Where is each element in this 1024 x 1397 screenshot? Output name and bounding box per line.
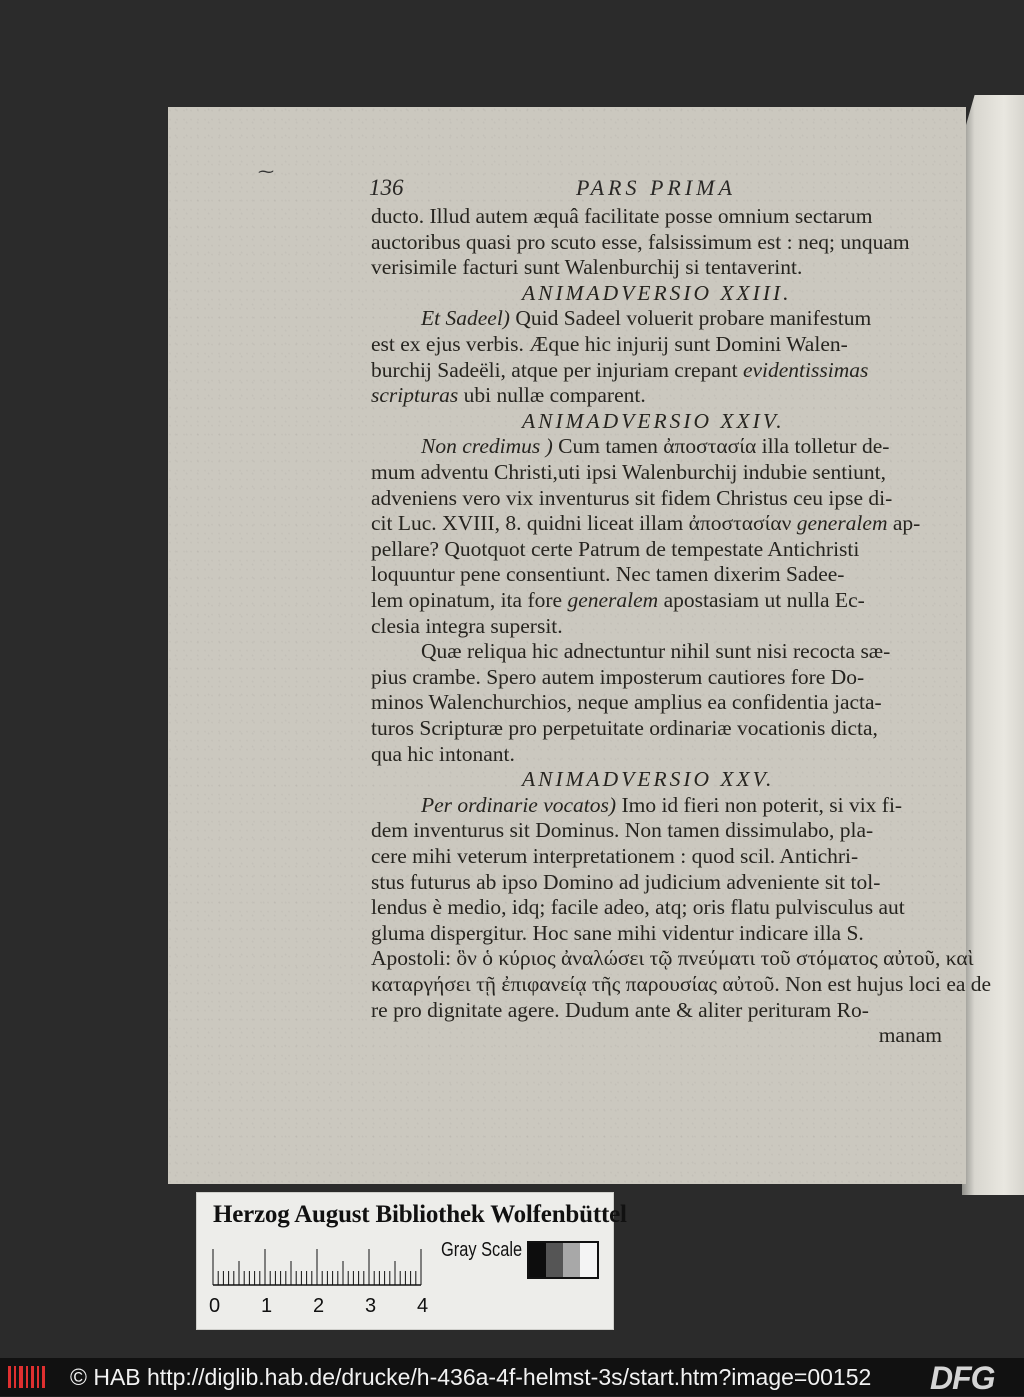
scale-number: 1 <box>261 1295 273 1317</box>
text-line <box>371 945 973 971</box>
text-line <box>371 459 886 485</box>
italic-term: generalem <box>567 588 659 612</box>
line-text: καταργήσει τῇ ἐπιφανείᾳ τῆς παρουσίας αὐτοῦ. Non est hujus loci ea de <box>371 972 992 996</box>
line-text: Imo id fieri non poterit, si vix fi- <box>616 792 903 817</box>
text-line <box>371 382 646 408</box>
italic-term: evidentissimas <box>742 357 869 382</box>
ruler-scale-icon <box>211 1241 441 1287</box>
line-text: gluma dispergitur. Hoc sane mihi videntur indicare illa S. <box>371 920 864 945</box>
italic-lemma: Per ordinarie vocatos) <box>421 792 617 817</box>
line-text: apostasiam ut nulla Ec- <box>658 588 865 612</box>
text-line <box>421 638 890 664</box>
text-line <box>371 664 864 690</box>
text-line <box>421 305 871 331</box>
line-text: ubi nullæ comparent. <box>458 383 646 408</box>
catchword <box>879 1022 942 1048</box>
gray-scale-swatches <box>527 1241 599 1279</box>
italic-lemma: Et Sadeel) <box>421 306 510 331</box>
heading-text: ANIMADVERSIO XXIV. <box>522 408 785 433</box>
text-line <box>371 510 920 536</box>
text-line <box>371 587 865 613</box>
text-line <box>371 357 868 383</box>
scale-number: 2 <box>313 1295 325 1317</box>
line-text: turos Scripturæ pro perpetuitate ordinariæ vocationis dicta, <box>371 716 878 740</box>
adjacent-page-edge <box>962 95 1024 1195</box>
line-text: Cum tamen ἀποστασία illa tolletur de- <box>552 434 890 459</box>
italic-term: generalem <box>796 511 888 536</box>
line-text: ducto. Illud autem æquâ facilitate posse omnium sectarum <box>371 204 873 228</box>
line-text: burchij Sadeëli, atque per injuriam crepant <box>371 357 743 382</box>
text-line <box>371 254 802 280</box>
line-text: pellare? Quotquot certe Patrum de tempestate Antichristi <box>371 536 860 561</box>
text-line <box>371 843 858 869</box>
line-text: cere mihi veterum interpretationem : quod scil. Antichri- <box>371 844 859 868</box>
line-text: clesia integra supersit. <box>371 613 563 638</box>
library-name: Herzog August Bibliothek Wolfenbüttel <box>213 1201 627 1228</box>
line-text: loquuntur pene consentiunt. Nec tamen dixerim Sadee- <box>371 562 845 587</box>
gray-scale-label: Gray Scale <box>441 1239 523 1261</box>
line-text: stus futurus ab ipso Domino ad judicium adveniente sit tol- <box>371 869 881 894</box>
heading-text: ANIMADVERSIO XXV. <box>522 767 775 792</box>
text-line <box>371 971 991 997</box>
text-line <box>371 485 892 511</box>
italic-lemma: scripturas <box>371 383 459 408</box>
section-heading <box>522 280 792 306</box>
gray-swatch <box>580 1243 597 1277</box>
text-line <box>371 689 882 715</box>
dfg-logo: DFG <box>930 1360 995 1396</box>
scale-number: 0 <box>209 1295 221 1317</box>
scale-number: 4 <box>417 1295 429 1317</box>
text-line <box>371 331 848 357</box>
line-text: lendus è medio, idq; facile adeo, atq; oris flatu pulvisculus aut <box>371 895 905 920</box>
scale-number: 3 <box>365 1295 377 1317</box>
line-text: minos Walenchurchios, neque amplius ea confidentia jacta- <box>371 690 882 715</box>
line-text: Quid Sadeel voluerit probare manifestum <box>509 306 872 331</box>
section-heading <box>522 766 774 792</box>
text-line <box>371 536 859 562</box>
text-line <box>371 997 869 1023</box>
line-text: Apostoli: ὃν ὁ κύριος ἀναλώσει τῷ πνεύματι τοῦ στόματος αὐτοῦ, καὶ <box>371 946 974 971</box>
hab-barcode-icon <box>8 1364 46 1390</box>
text-line <box>421 792 902 818</box>
line-text: est ex ejus verbis. Æque hic injurij sunt Domini Walen- <box>371 332 848 356</box>
line-text: ap- <box>887 511 921 536</box>
line-text: auctoribus quasi pro scuto esse, falsissimum est : neq; unquam <box>371 229 910 254</box>
text-line <box>371 613 563 639</box>
text-line <box>421 433 889 459</box>
line-text: lem opinatum, ita fore <box>371 588 568 612</box>
line-text: re pro dignitate agere. Dudum ante & aliter perituram Ro- <box>371 997 869 1022</box>
viewer-footer <box>0 1358 1024 1396</box>
text-line <box>371 203 873 229</box>
text-line <box>371 229 910 255</box>
text-line <box>371 894 905 920</box>
paper-mark: ⁓ <box>258 164 274 181</box>
gray-swatch <box>563 1243 580 1277</box>
section-heading <box>522 408 785 434</box>
copyright-link[interactable]: © HAB http://diglib.hab.de/drucke/h-436a-4f-helmst-3s/start.htm?image=00152 <box>70 1364 872 1390</box>
color-reference-bar <box>196 1192 627 1330</box>
text-line <box>371 920 864 946</box>
line-text: qua hic intonant. <box>371 741 515 766</box>
gray-swatch <box>529 1243 546 1277</box>
text-line <box>371 561 844 587</box>
gray-swatch <box>546 1243 563 1277</box>
italic-lemma: Non credimus ) <box>421 434 553 459</box>
text-line <box>371 741 515 767</box>
text-line <box>371 817 873 843</box>
catchword-text: manam <box>878 1023 942 1048</box>
line-text: cit Luc. XVIII, 8. quidni liceat illam ἀποστασίαν <box>371 511 797 536</box>
line-text: pius crambe. Spero autem imposterum cautiores fore Do- <box>371 664 865 689</box>
line-text: adveniens vero vix inventurus sit fidem Christus ceu ipse di- <box>371 485 893 510</box>
page-number: 136 <box>369 175 404 200</box>
line-text: Quæ reliqua hic adnectuntur nihil sunt nisi recocta sæ- <box>421 639 891 664</box>
text-line <box>371 869 880 895</box>
line-text: dem inventurus sit Dominus. Non tamen dissimulabo, pla- <box>371 818 874 843</box>
line-text: verisimile facturi sunt Walenburchij si tentaverint. <box>371 255 803 280</box>
line-text: mum adventu Christi,uti ipsi Walenburchij indubie sentiunt, <box>371 460 887 484</box>
text-line <box>371 715 878 741</box>
running-head: PARS PRIMA <box>576 175 736 200</box>
heading-text: ANIMADVERSIO XXIII. <box>522 280 792 305</box>
